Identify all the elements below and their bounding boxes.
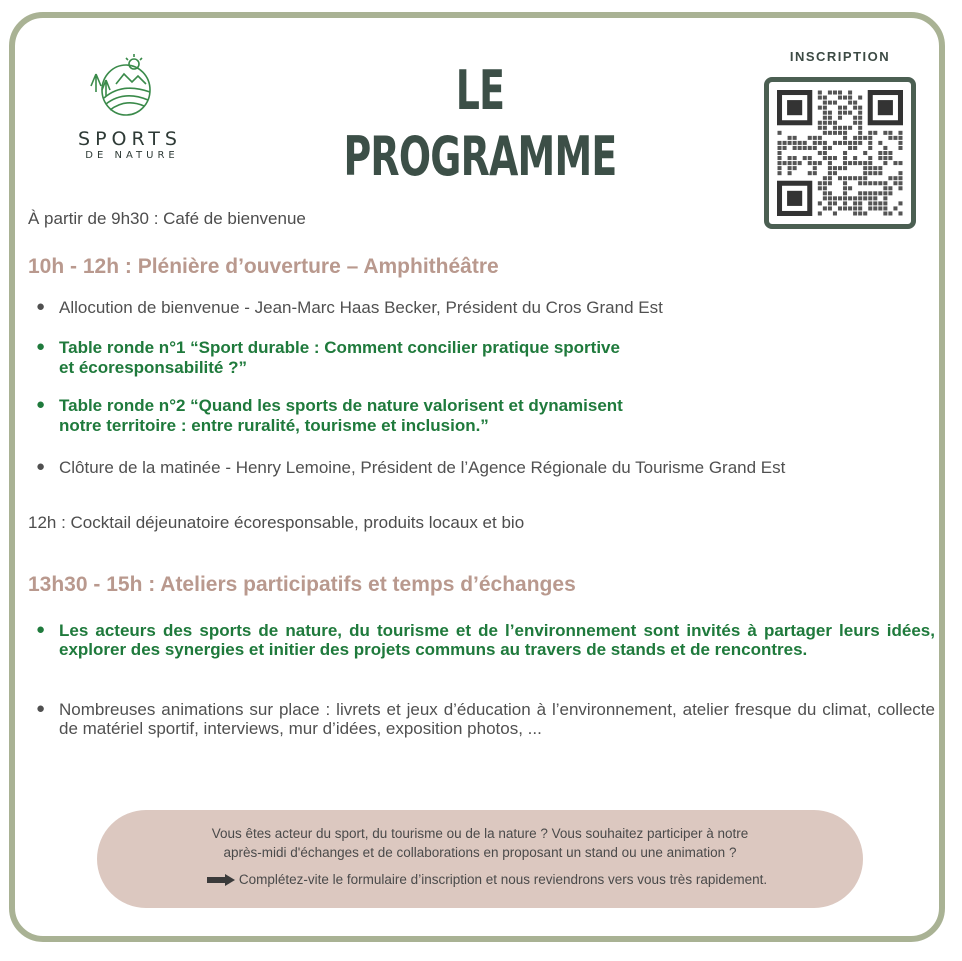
cta-banner xyxy=(97,810,863,908)
arrow-right-icon xyxy=(207,874,235,886)
morning-heading: 10h - 12h : Plénière d’ouverture – Amphithéâtre xyxy=(28,255,499,278)
logo-wordmark: SPORTS xyxy=(78,128,182,150)
list-item-text-line1: Table ronde n°1 “Sport durable : Comment concilier pratique sportive xyxy=(59,338,620,357)
list-item-text: Les acteurs des sports de nature, du tourisme et de l’environnement sont invités à partager leurs idées, explorer des synergies et initier des projets communs au travers de stands et de rencontres. xyxy=(59,621,935,659)
cta-line2: après-midi d'échanges et de collaborations en proposant un stand ou une animation ? xyxy=(223,845,737,860)
cta-action-text: Complétez-vite le formulaire d’inscription et nous reviendrons vers vous très rapidement. xyxy=(238,872,768,887)
logo-subtitle: DE NATURE xyxy=(85,150,179,161)
qr-label: INSCRIPTION xyxy=(789,49,891,64)
cta-action xyxy=(117,872,857,887)
list-item-text-line1: Table ronde n°2 “Quand les sports de nature valorisent et dynamisent xyxy=(59,396,623,415)
bullet-icon: ● xyxy=(36,458,46,475)
landscape-logo-icon xyxy=(88,52,158,122)
qr-code-icon xyxy=(777,90,903,216)
lunch-info: 12h : Cocktail déjeunatoire écoresponsable, produits locaux et bio xyxy=(28,513,525,532)
welcome-coffee: À partir de 9h30 : Café de bienvenue xyxy=(28,209,306,228)
list-item-text-line2: notre territoire : entre ruralité, tourisme et inclusion.” xyxy=(59,416,489,435)
bullet-icon: ● xyxy=(36,396,46,413)
registration-qr-code[interactable] xyxy=(764,77,916,229)
list-item-text: Allocution de bienvenue - Jean-Marc Haas Becker, Président du Cros Grand Est xyxy=(59,298,663,317)
page-title: LE PROGRAMME xyxy=(343,59,617,188)
bullet-icon: ● xyxy=(36,338,46,355)
bullet-icon: ● xyxy=(36,700,46,717)
afternoon-heading: 13h30 - 15h : Ateliers participatifs et temps d’échanges xyxy=(28,573,576,596)
cta-message xyxy=(97,824,863,862)
bullet-icon: ● xyxy=(36,298,46,315)
cta-line1: Vous êtes acteur du sport, du tourisme ou de la nature ? Vous souhaitez participer à notre xyxy=(211,826,749,841)
bullet-icon: ● xyxy=(36,621,46,638)
list-item-text: Clôture de la matinée - Henry Lemoine, Président de l’Agence Régionale du Tourisme Grand Est xyxy=(59,458,786,477)
list-item-text-line2: et écoresponsabilité ?” xyxy=(59,358,247,377)
list-item-text: Nombreuses animations sur place : livrets et jeux d’éducation à l’environnement, atelier fresque du climat, collecte de matériel sportif, interviews, mur d’idées, exposition photos, ... xyxy=(59,700,935,738)
sports-de-nature-logo xyxy=(78,52,198,161)
